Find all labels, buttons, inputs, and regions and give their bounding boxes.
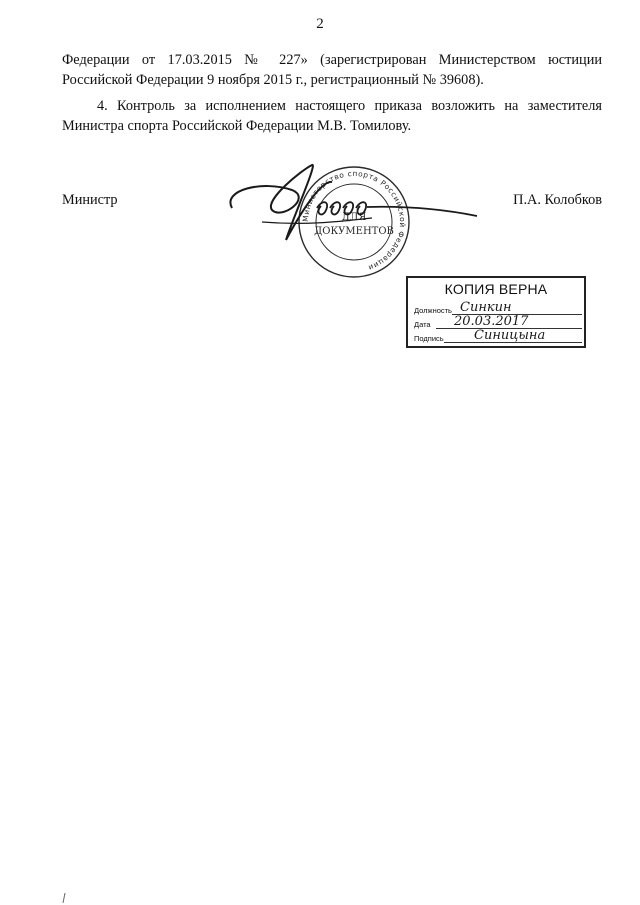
- handwritten-signature: [222, 160, 482, 250]
- signer-name: П.А. Колобков: [513, 192, 602, 208]
- stamp-signature-label: Подпись: [414, 334, 444, 343]
- text-line: 4. Контроль за исполнением настоящего приказа возложить на заместителя: [97, 98, 602, 114]
- text-line: Министра спорта Российской Федерации М.В. Томилову.: [62, 118, 412, 134]
- paragraph-ministry-registration: [62, 50, 602, 90]
- stamp-date-label: Дата: [414, 320, 431, 329]
- stray-pen-mark: [62, 893, 66, 903]
- text-line: Федерации от 17.03.2015 № 227» (зарегистрирован Министерством юстиции: [62, 52, 602, 68]
- stamp-row-signature: [414, 330, 582, 344]
- text-line: Российской Федерации 9 ноября 2015 г., регистрационный № 39608).: [62, 72, 484, 88]
- stamp-title: КОПИЯ ВЕРНА: [444, 281, 548, 297]
- copy-certified-stamp: [406, 276, 586, 348]
- stamp-signature-value: Синицына: [474, 328, 546, 343]
- page-number: 2: [316, 16, 324, 32]
- stamp-position-value: Синкин: [460, 300, 512, 315]
- seal-ring-textpath: Министерство спорта Российской Федерации: [300, 168, 408, 273]
- signer-position: Министр: [62, 192, 118, 208]
- seal-center-line-2: ДОКУМЕНТОВ: [314, 226, 394, 237]
- stamp-date-value: 20.03.2017: [454, 314, 529, 329]
- paragraph-control-clause: [62, 96, 602, 136]
- stamp-position-label: Должность: [414, 306, 452, 315]
- seal-center-line-1: ДЛЯ: [341, 212, 367, 223]
